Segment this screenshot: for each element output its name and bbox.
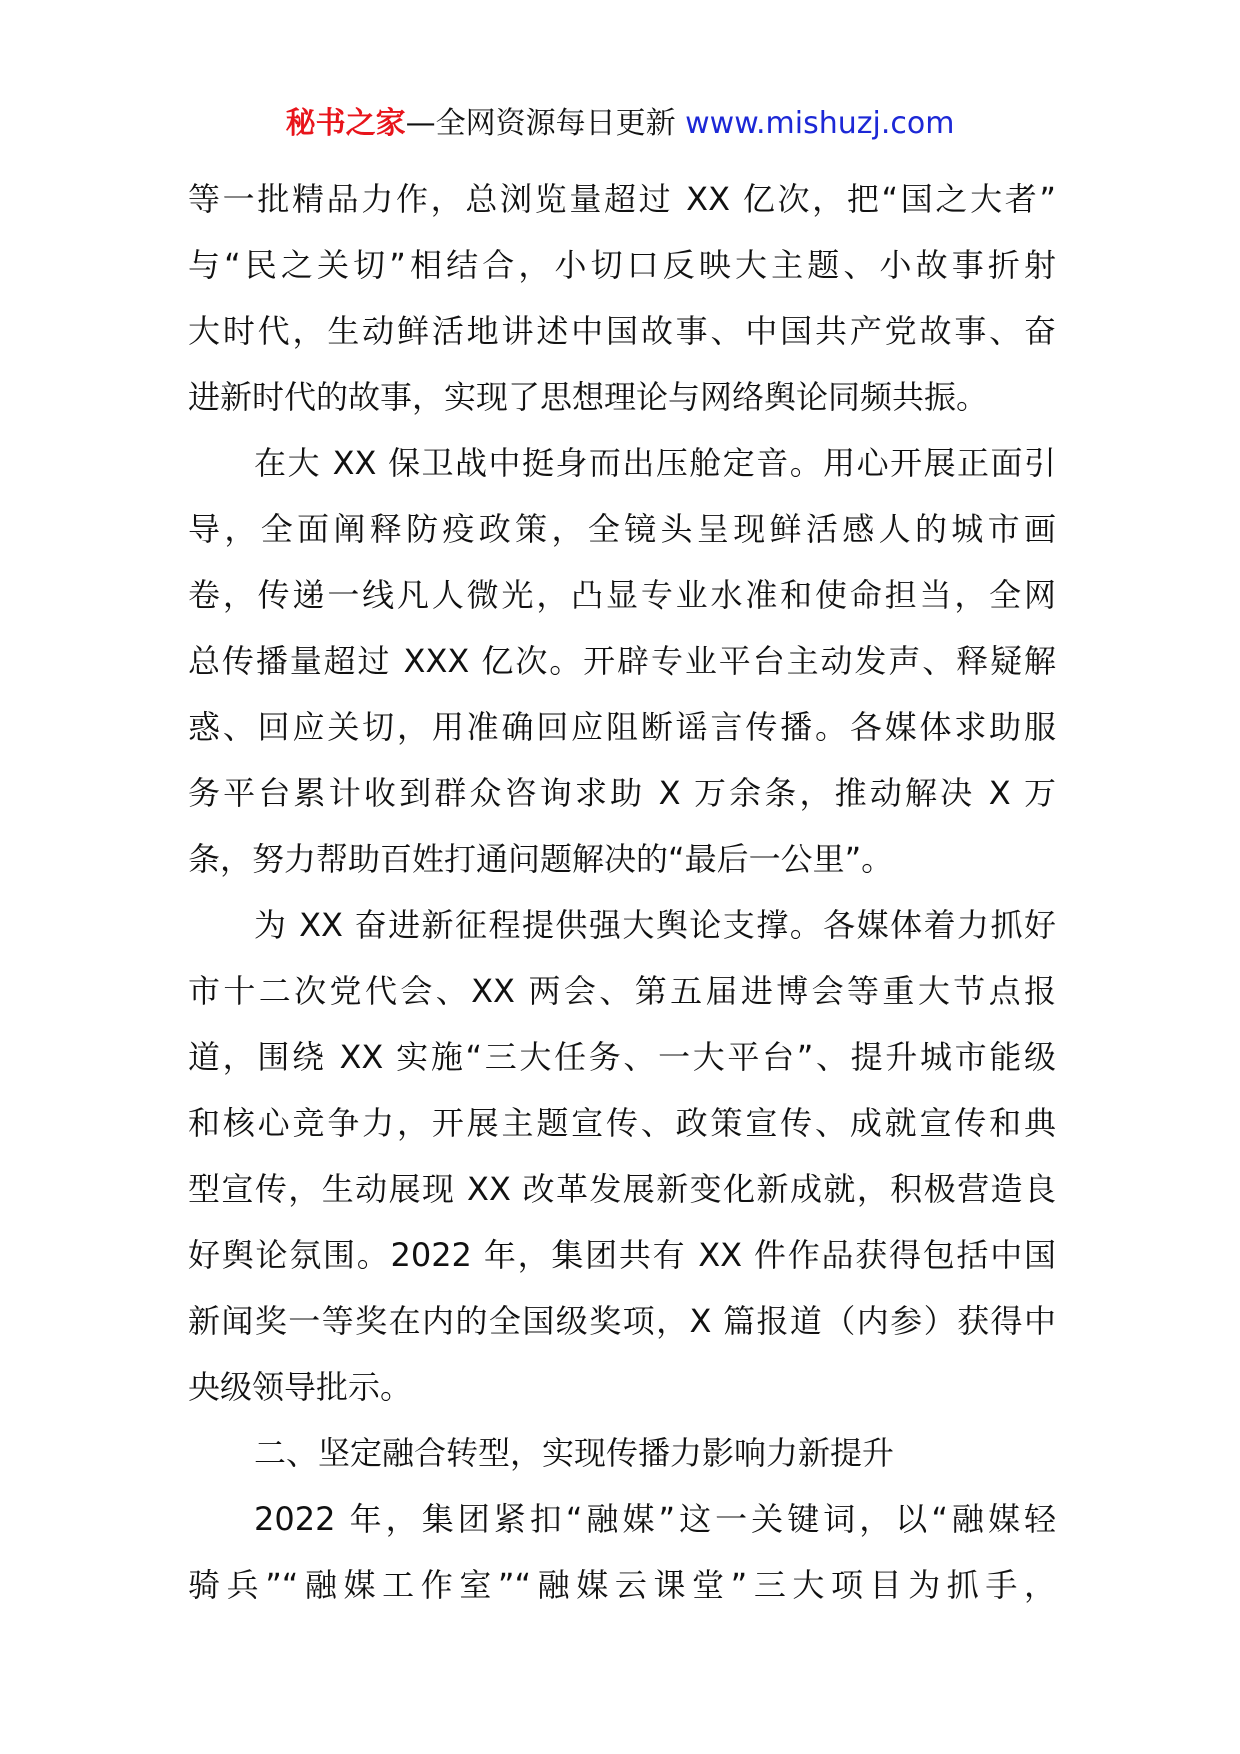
text-line: 道，围绕 XX 实施“三大任务、一大平台”、提升城市能级 <box>188 1038 1056 1076</box>
text-line: 总传播量超过 XXX 亿次。开辟专业平台主动发声、释疑解 <box>188 642 1056 680</box>
text-line: 二、坚定融合转型，实现传播力影响力新提升 <box>254 1434 895 1472</box>
text-line: 导，全面阐释防疫政策，全镜头呈现鲜活感人的城市画 <box>188 510 1056 548</box>
text-line: 务平台累计收到群众咨询求助 X 万余条，推动解决 X 万 <box>188 774 1056 812</box>
text-line: 新闻奖一等奖在内的全国级奖项，X 篇报道（内参）获得中 <box>188 1302 1056 1340</box>
text-line: 与“民之关切”相结合，小切口反映大主题、小故事折射 <box>188 246 1056 284</box>
text-line: 市十二次党代会、XX 两会、第五届进博会等重大节点报 <box>188 972 1056 1010</box>
text-line: 惑、回应关切，用准确回应阻断谣言传播。各媒体求助服 <box>188 708 1056 746</box>
text-line: 骑兵”“融媒工作室”“融媒云课堂”三大项目为抓手， <box>188 1566 1056 1604</box>
site-header <box>0 104 1240 144</box>
document-body <box>188 166 1056 1618</box>
text-line: 和核心竞争力，开展主题宣传、政策宣传、成就宣传和典 <box>188 1104 1056 1142</box>
text-line: 好舆论氛围。2022 年，集团共有 XX 件作品获得包括中国 <box>188 1236 1056 1274</box>
text-line: 大时代，生动鲜活地讲述中国故事、中国共产党故事、奋 <box>188 312 1056 350</box>
header-tagline: —全网资源每日更新 <box>405 106 686 141</box>
brand-name: 秘书之家 <box>285 106 406 141</box>
text-line: 为 XX 奋进新征程提供强大舆论支撑。各媒体着力抓好 <box>254 906 1056 944</box>
text-line: 型宣传，生动展现 XX 改革发展新变化新成就，积极营造良 <box>188 1170 1056 1208</box>
text-line: 进新时代的故事，实现了思想理论与网络舆论同频共振。 <box>188 378 989 416</box>
text-line: 央级领导批示。 <box>188 1368 413 1406</box>
text-line: 等一批精品力作，总浏览量超过 XX 亿次，把“国之大者” <box>188 180 1056 218</box>
text-line: 2022 年，集团紧扣“融媒”这一关键词，以“融媒轻 <box>254 1500 1056 1538</box>
site-url-link[interactable]: www.mishuzj.com <box>685 106 955 141</box>
text-line: 条，努力帮助百姓打通问题解决的“最后一公里”。 <box>188 840 894 878</box>
text-line: 卷，传递一线凡人微光，凸显专业水准和使命担当，全网 <box>188 576 1056 614</box>
text-line: 在大 XX 保卫战中挺身而出压舱定音。用心开展正面引 <box>254 444 1056 482</box>
